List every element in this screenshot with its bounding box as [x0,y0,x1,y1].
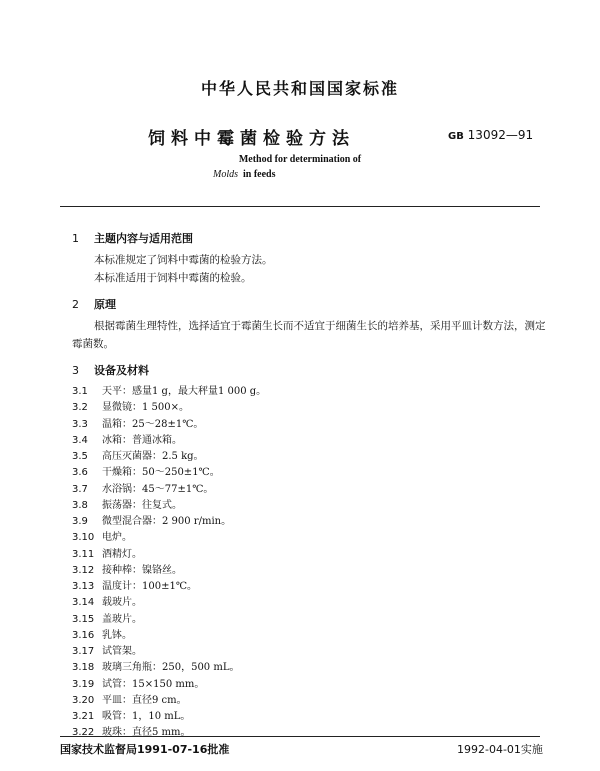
equipment-item-number: 3.5 [72,451,88,462]
equipment-item-text: 试管：15×150 mm。 [102,678,205,690]
equipment-item-text: 载玻片。 [102,597,142,609]
equipment-item-number: 3.16 [72,629,95,641]
equipment-item-number: 3.19 [72,678,95,690]
equipment-item-number: 3.7 [72,483,88,495]
equipment-item-text: 振荡器：往复式。 [102,499,182,511]
equipment-item [72,431,182,446]
section-2-number: 2 [72,298,79,311]
equipment-item-text: 盖玻片。 [102,613,142,625]
standard-prefix: GB [448,131,464,142]
section-1-heading [72,230,193,246]
section-2-paragraph-2: 霉菌数。 [72,338,114,350]
section-2-heading [72,296,116,312]
equipment-item [72,626,132,641]
equipment-item-text: 玻璃三角瓶：250，500 mL。 [102,662,240,674]
equipment-item-number: 3.3 [72,418,88,430]
equipment-item-text: 显微镜：1 500×。 [102,402,190,414]
equipment-item-number: 3.22 [72,727,95,739]
section-1-number: 1 [72,232,79,245]
equipment-item-text: 天平：感量1 g，最大秤量1 000 g。 [102,386,267,397]
section-3-number: 3 [72,364,79,377]
equipment-item-number: 3.21 [72,711,95,722]
equipment-item-text: 乳钵。 [102,629,132,641]
equipment-item-text: 平皿：直径9 cm。 [102,694,187,706]
equipment-item [72,480,213,495]
section-1-title: 主题内容与适用范围 [94,232,193,245]
equipment-item-text: 冰箱：普通冰箱。 [102,434,182,446]
equipment-item-text: 干燥箱：50～250±1℃。 [102,467,220,479]
equipment-item [72,398,189,413]
equipment-item [72,512,231,527]
equipment-item-number: 3.1 [72,386,88,397]
equipment-item [72,593,142,608]
section-3-heading [72,362,149,378]
equipment-item-number: 3.17 [72,646,95,657]
equipment-item-number: 3.4 [72,434,88,446]
equipment-item [72,528,132,543]
equipment-item [72,658,239,673]
equipment-item [72,382,266,397]
equipment-item-text: 酒精灯。 [102,548,142,560]
equipment-item-text: 接种棒：镍铬丝。 [102,564,182,576]
equipment-item [72,610,142,625]
equipment-item-number: 3.6 [72,467,88,479]
equipment-item [72,577,197,592]
equipment-item-text: 玻珠：直径5 mm。 [102,727,191,739]
section-1-paragraph-2: 本标准适用于饲料中霉菌的检验。 [94,272,252,284]
equipment-item [72,675,204,690]
equipment-item-number: 3.13 [72,581,95,592]
equipment-item [72,642,142,657]
document-title: 饲料中霉菌检验方法 [148,129,355,149]
equipment-item [72,707,190,722]
equipment-item-text: 试管架。 [102,646,142,657]
equipment-item [72,463,220,478]
standard-code: 13092—91 [467,128,534,142]
equipment-item-number: 3.12 [72,564,95,576]
equipment-item-number: 3.14 [72,597,95,609]
equipment-item [72,447,204,462]
equipment-item-number: 3.15 [72,613,95,625]
equipment-item-number: 3.8 [72,499,88,511]
equipment-item [72,496,182,511]
equipment-item-number: 3.10 [72,532,95,544]
section-2-paragraph-1: 根据霉菌生理特性，选择适宜于霉菌生长而不适宜于细菌生长的培养基，采用平皿计数方法，测定 [94,320,546,332]
english-title-line2 [213,169,276,180]
national-standard-header: 中华人民共和国国家标准 [200,79,399,98]
equipment-item-text: 微型混合器：2 900 r/min。 [102,516,232,527]
english-title-in-feeds: in feeds [243,169,276,180]
equipment-item-text: 吸管：1，10 mL。 [102,711,191,722]
equipment-item [72,415,203,430]
footer-issued: 国家技术监督局1991-07-16批准 [60,743,230,756]
section-3-title: 设备及材料 [94,364,149,377]
section-2-title: 原理 [94,298,116,311]
english-title-line1: Method for determination of [238,154,362,165]
equipment-item [72,561,182,576]
section-1-paragraph-1: 本标准规定了饲料中霉菌的检验方法。 [94,254,273,266]
standard-number [448,128,533,142]
equipment-item-text: 电炉。 [102,532,132,544]
equipment-item-number: 3.11 [72,548,95,560]
top-divider [60,206,540,207]
equipment-item [72,691,187,706]
equipment-item [72,545,142,560]
footer-implemented: 1992-04-01实施 [457,743,543,756]
english-title-molds: Molds [213,169,238,180]
equipment-item-text: 温箱：25～28±1℃。 [102,418,204,430]
equipment-item-text: 温度计：100±1℃。 [102,581,198,592]
equipment-item-number: 3.9 [72,516,88,527]
equipment-item-text: 水浴锅：45～77±1℃。 [102,483,214,495]
equipment-item-number: 3.18 [72,662,95,674]
equipment-item-number: 3.2 [72,402,88,414]
equipment-item-text: 高压灭菌器：2.5 kg。 [102,451,204,462]
bottom-divider [60,736,540,737]
equipment-item-number: 3.20 [72,694,95,706]
